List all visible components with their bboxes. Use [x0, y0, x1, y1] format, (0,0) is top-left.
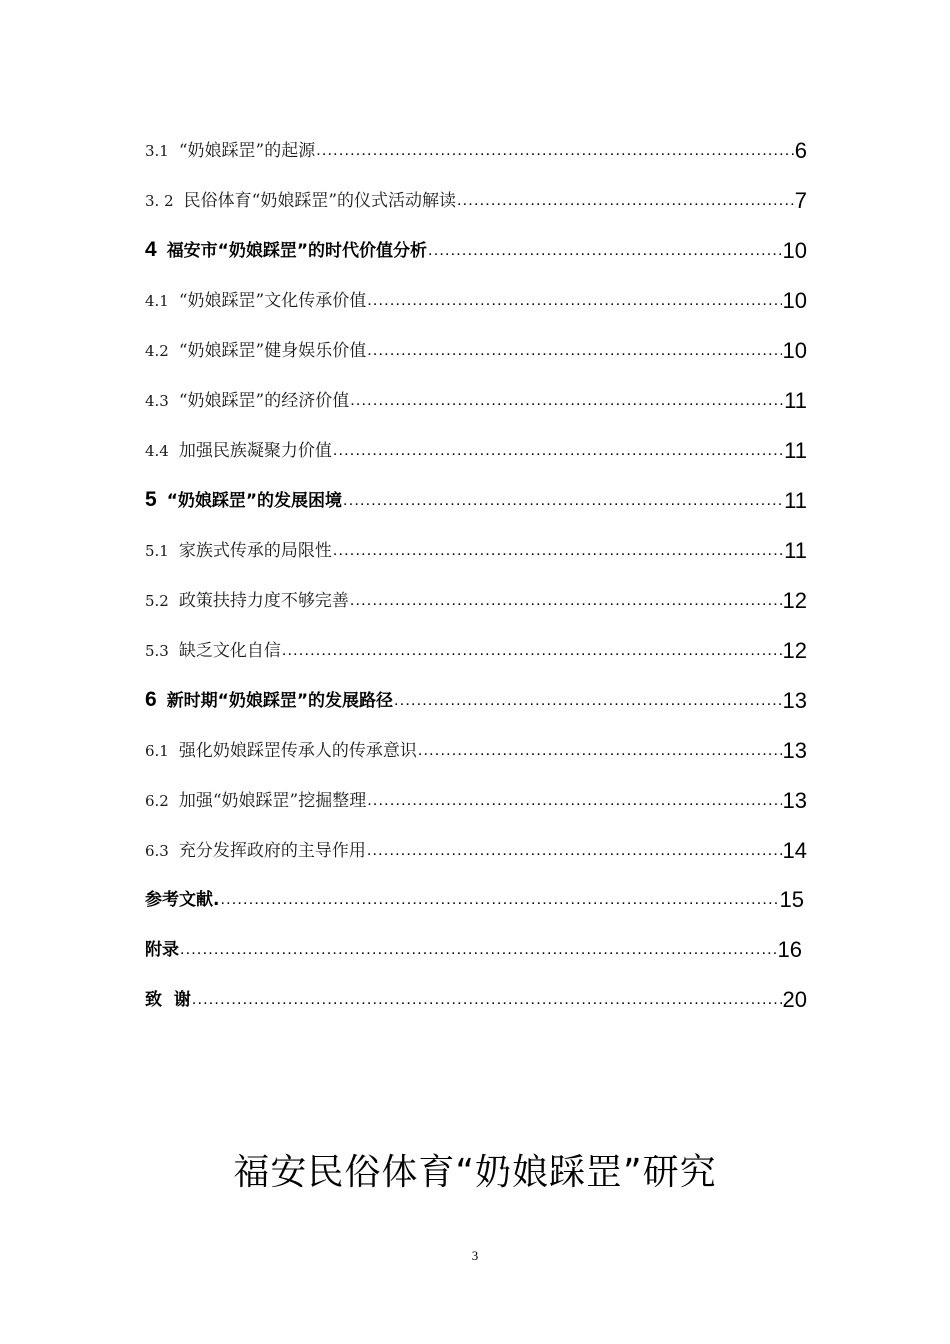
toc-entry-label [145, 739, 417, 764]
toc-entry-number: 4.4 [145, 442, 169, 460]
toc-entry-number: 5.2 [145, 592, 169, 610]
toc-entry-text: “奶娘踩罡”的起源 [178, 141, 316, 161]
toc-entry-text: 致 谢 [145, 990, 191, 1010]
toc-entry-label [145, 289, 366, 314]
toc-dot-leader [350, 589, 782, 614]
toc-entry-page: 13 [782, 688, 807, 713]
toc-entry-text: 充分发挥政府的主导作用 [178, 841, 366, 861]
toc-entry[interactable] [145, 484, 807, 514]
toc-entry[interactable] [145, 434, 807, 464]
toc-entry-number: 6 [145, 688, 157, 711]
toc-entry-page: 14 [782, 838, 807, 863]
toc-entry-page: 16 [777, 937, 802, 962]
toc-dot-leader [343, 489, 783, 514]
toc-dot-leader [180, 938, 777, 963]
page-number: 3 [471, 1248, 479, 1263]
toc-entry-text: 政策扶持力度不够完善 [178, 591, 349, 611]
toc-dot-leader [367, 789, 781, 814]
toc-entry[interactable] [145, 883, 804, 913]
toc-entry-label [145, 139, 315, 164]
toc-dot-leader [333, 439, 783, 464]
toc-entry[interactable] [145, 184, 807, 214]
toc-entry-number: 4 [145, 238, 157, 261]
toc-entry-label [145, 589, 349, 614]
toc-entry-page: 11 [784, 488, 807, 513]
toc-entry-label [145, 938, 179, 963]
toc-entry[interactable] [145, 584, 807, 614]
toc-dot-leader [192, 988, 782, 1013]
toc-entry-page: 11 [784, 538, 807, 563]
toc-dot-leader [367, 839, 782, 864]
toc-entry-text: 民俗体育“奶娘踩罡”的仪式活动解读 [183, 191, 457, 211]
toc-entry[interactable] [145, 384, 807, 414]
toc-entry[interactable] [145, 784, 807, 814]
toc-dot-leader [394, 689, 781, 714]
toc-entry-page: 13 [782, 788, 807, 813]
toc-entry-label [145, 539, 332, 564]
toc-entry-number: 4.3 [145, 392, 169, 410]
toc-entry-text: “奶娘踩罡”的经济价值 [178, 391, 350, 411]
toc-entry-page: 7 [794, 188, 807, 213]
toc-entry-text: 附录 [145, 940, 179, 960]
toc-dot-leader [367, 289, 781, 314]
toc-entry-page: 12 [782, 588, 807, 613]
toc-entry-text: 加强民族凝聚力价值 [178, 441, 332, 461]
toc-entry[interactable] [145, 684, 807, 714]
toc-entry-page: 20 [782, 987, 807, 1012]
toc-entry-page: 10 [782, 338, 807, 363]
toc-entry[interactable] [145, 234, 807, 264]
toc-entry-text: “奶娘踩罡”文化传承价值 [178, 291, 367, 311]
toc-entry-label [145, 639, 281, 664]
toc-entry-page: 11 [784, 388, 807, 413]
toc-entry-label [145, 488, 342, 514]
toc-entry[interactable] [145, 634, 807, 664]
toc-entry-label [145, 389, 349, 414]
toc-dot-leader [220, 888, 778, 913]
toc-entry[interactable] [145, 983, 807, 1013]
document-title: 福安民俗体育“奶娘踩罡”研究 [233, 1152, 717, 1193]
toc-entry-number: 5.1 [145, 542, 169, 560]
toc-entry-label [145, 988, 191, 1013]
toc-entry-label [145, 888, 219, 913]
toc-entry-text: 福安市“奶娘踩罡”的时代价值分析 [166, 241, 428, 261]
toc-dot-leader [282, 639, 782, 664]
toc-entry-text: 新时期“奶娘踩罡”的发展路径 [166, 691, 394, 711]
toc-entry-number: 5 [145, 488, 157, 511]
toc-dot-leader [350, 389, 783, 414]
toc-entry-label [145, 189, 456, 214]
toc-entry-page: 12 [782, 638, 807, 663]
toc-dot-leader [316, 139, 794, 164]
toc-entry[interactable] [145, 334, 807, 364]
toc-entry-text: 缺乏文化自信 [178, 641, 281, 661]
toc-entry-number: 6.1 [145, 742, 169, 760]
toc-entry-label [145, 339, 366, 364]
toc-entry-label [145, 839, 366, 864]
toc-entry-number: 4.2 [145, 342, 169, 360]
toc-entry-page: 10 [782, 288, 807, 313]
toc-entry-number: 4.1 [145, 292, 169, 310]
toc-entry[interactable] [145, 134, 807, 164]
toc-entry-label [145, 238, 427, 264]
toc-entry-page: 6 [794, 138, 807, 163]
toc-entry-text: 强化奶娘踩罡传承人的传承意识 [178, 741, 417, 761]
toc-entry-page: 15 [779, 887, 804, 912]
toc-entry-label [145, 688, 393, 714]
toc-entry-text: 参考文献. [145, 890, 220, 910]
toc-entry[interactable] [145, 534, 807, 564]
toc-entry-label [145, 789, 366, 814]
toc-dot-leader [333, 539, 783, 564]
toc-entry-text: “奶娘踩罡”健身娱乐价值 [178, 341, 367, 361]
toc-entry[interactable] [145, 834, 807, 864]
toc-dot-leader [428, 239, 781, 264]
toc-entry-number: 6.2 [145, 792, 169, 810]
toc-entry[interactable] [145, 933, 802, 963]
toc-dot-leader [418, 739, 782, 764]
toc-entry-label [145, 439, 332, 464]
toc-entry-page: 10 [782, 238, 807, 263]
toc-entry-number: 3.1 [145, 142, 169, 160]
toc-entry-text: “奶娘踩罡”的发展困境 [166, 491, 343, 511]
toc-entry-text: 家族式传承的局限性 [178, 541, 332, 561]
toc-entry-number: 6.3 [145, 842, 169, 860]
toc-entry[interactable] [145, 734, 807, 764]
toc-entry[interactable] [145, 284, 807, 314]
toc-entry-number: 3. 2 [145, 192, 174, 210]
toc-dot-leader [367, 339, 781, 364]
toc-entry-text: 加强“奶娘踩罡”挖掘整理 [178, 791, 367, 811]
toc-dot-leader [457, 189, 794, 214]
toc-entry-page: 11 [784, 438, 807, 463]
toc-entry-page: 13 [782, 738, 807, 763]
toc-entry-number: 5.3 [145, 642, 169, 660]
